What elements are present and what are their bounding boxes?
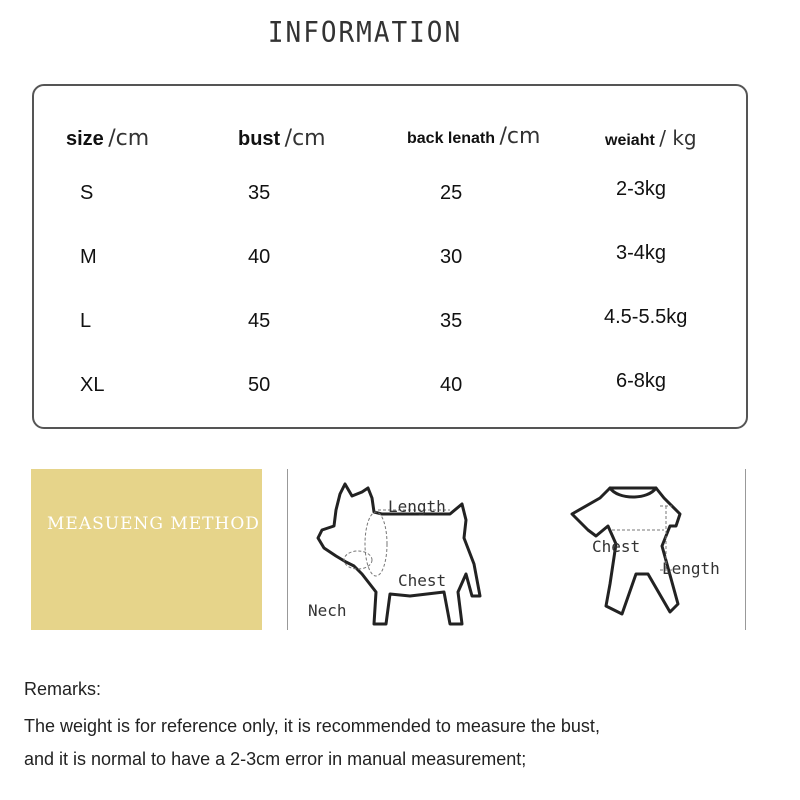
row-l-bust: 45 <box>248 310 271 332</box>
header-size-unit: /cm <box>108 126 150 151</box>
measuring-method-panel <box>31 469 262 630</box>
garment-length-label: Length <box>662 559 720 578</box>
header-back-length-label: back lenath <box>407 130 496 147</box>
garment-measurement-diagram <box>552 474 742 630</box>
row-xl-bust: 50 <box>248 374 271 396</box>
header-weight <box>605 126 697 150</box>
header-bust-label: bust <box>238 128 281 150</box>
dog-neck-label: Nech <box>308 601 347 620</box>
header-back-length-unit: /cm <box>499 124 541 149</box>
size-table <box>32 84 748 429</box>
dog-measurement-diagram <box>290 474 490 630</box>
row-s-bust: 35 <box>248 182 271 204</box>
divider-right <box>745 469 746 630</box>
row-l-weight: 4.5-5.5kg <box>604 306 688 328</box>
neck-measure-loop <box>344 551 372 569</box>
remarks-heading: Remarks: <box>24 679 102 699</box>
row-m-weight: 3-4kg <box>616 242 667 264</box>
divider-left <box>287 469 288 630</box>
row-xl-size: XL <box>80 374 105 396</box>
page-title: INFORMATION <box>267 16 463 50</box>
header-weight-label: weiaht <box>605 132 655 149</box>
header-back-length <box>407 124 540 149</box>
row-s-back-length: 25 <box>440 182 463 204</box>
row-xl-weight: 6-8kg <box>616 370 667 392</box>
row-l-back-length: 35 <box>440 310 463 332</box>
header-size <box>66 126 149 151</box>
remarks-line-2: and it is normal to have a 2-3cm error in manual measurement; <box>24 749 527 769</box>
row-s-size: S <box>80 182 94 204</box>
garment-chest-label: Chest <box>592 537 641 556</box>
remarks-line-1: The weight is for reference only, it is recommended to measure the bust, <box>24 716 600 736</box>
header-bust-unit: /cm <box>284 126 326 151</box>
row-xl-back-length: 40 <box>440 374 463 396</box>
header-size-label: size <box>66 128 104 150</box>
dog-chest-label: Chest <box>398 571 447 590</box>
dog-length-label: Length <box>388 497 446 516</box>
header-bust <box>238 126 326 151</box>
header-weight-unit: / kg <box>659 126 697 150</box>
measuring-method-label: MEASUENG METHOD <box>47 514 260 534</box>
row-m-size: M <box>80 246 97 268</box>
row-l-size: L <box>80 310 92 332</box>
row-s-weight: 2-3kg <box>616 178 667 200</box>
row-m-bust: 40 <box>248 246 271 268</box>
row-m-back-length: 30 <box>440 246 463 268</box>
